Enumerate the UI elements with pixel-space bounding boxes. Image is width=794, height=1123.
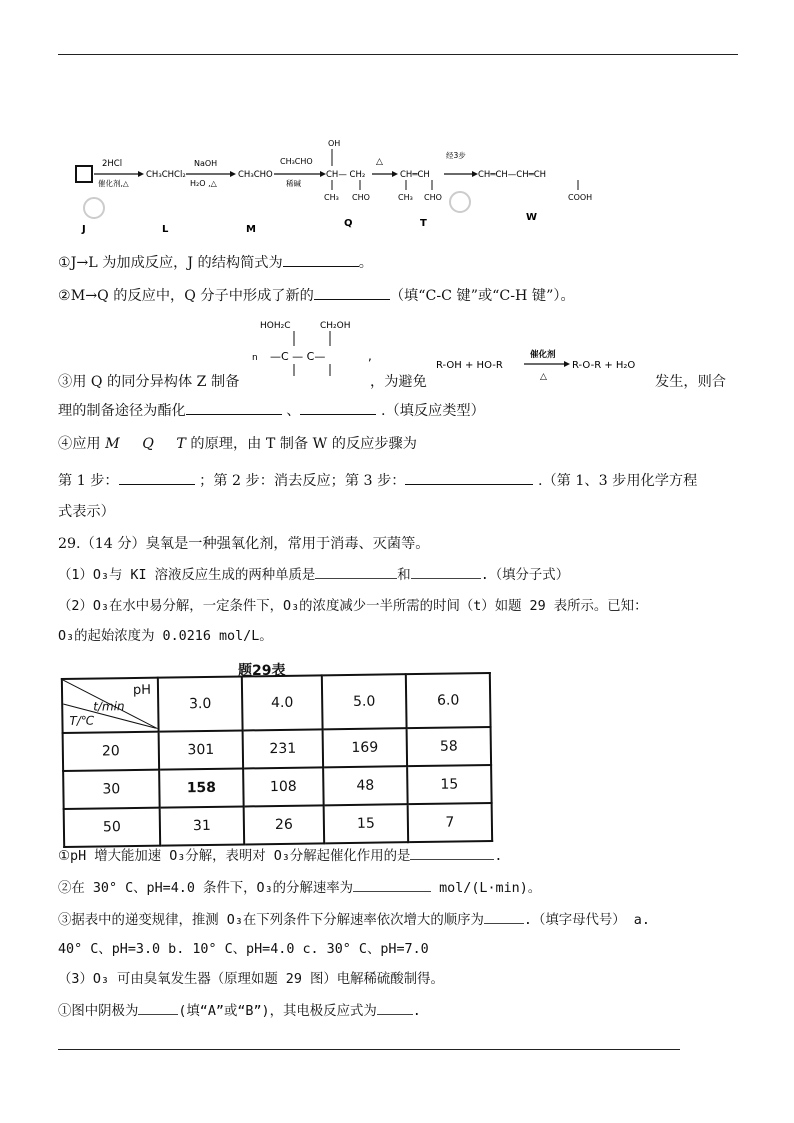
reagent-naoh: NaOH: [194, 159, 218, 168]
q28-line2: ②M→Q 的反应中，Q 分子中形成了新的 （填“C-C 键”或“C-H 键”）。: [58, 285, 575, 306]
table-row: [64, 803, 492, 847]
ether-catalyst: 催化剂: [530, 350, 556, 360]
answer-blank-reaction-2[interactable]: [300, 400, 376, 415]
label-j: J: [82, 224, 86, 235]
reagent-catalyst: 催化剂,△: [98, 179, 129, 188]
compound-q: CH— CH₂: [326, 170, 366, 180]
compound-l: CH₃CHCl₂: [146, 170, 186, 180]
temp-cell: 30: [63, 770, 160, 809]
ether-heat: △: [540, 372, 547, 382]
q29-sub3: ③据表中的递变规律，推测 O₃在下列条件下分解速率依次增大的顺序为 .（填字母代号） a.: [58, 910, 650, 931]
answer-blank-order[interactable]: [484, 910, 524, 924]
q-ch3: CH₃: [324, 193, 339, 202]
polymer-comma: ,: [368, 349, 372, 363]
reagent-ch3cho: CH₃CHO: [280, 157, 313, 166]
corner-time-label: t/min: [93, 699, 125, 714]
q28-line3-end: 发生，则合: [655, 374, 726, 390]
answer-blank-element-2[interactable]: [411, 565, 481, 579]
q29-part3: （3）O₃ 可由臭氧发生器（原理如题 29 图）电解稀硫酸制得。: [58, 972, 444, 987]
t-cho: CHO: [424, 193, 442, 202]
time-cell: 15: [324, 804, 409, 843]
q29-sub1: ①pH 增大能加速 O₃分解，表明对 O₃分解起催化作用的是 .: [58, 846, 502, 867]
answer-blank-reaction-1[interactable]: [186, 400, 282, 415]
reagent-dilute-base: 稀碱: [286, 179, 301, 188]
time-cell: 58: [407, 727, 492, 766]
label-l: L: [162, 224, 169, 235]
answer-blank-electrode-eq[interactable]: [377, 1001, 413, 1015]
heat-symbol: △: [376, 157, 383, 167]
q28-line5: ④应用 M Q T 的原理，由 T 制备 W 的反应步骤为: [58, 436, 417, 452]
q29-sub2: ②在 30° C、pH=4.0 条件下，O₃的分解速率为 mol/(L·min)。: [58, 878, 541, 899]
label-m: M: [246, 224, 256, 235]
label-q: Q: [344, 218, 353, 229]
ph-header: 3.0: [158, 676, 243, 731]
table-row: [63, 727, 491, 771]
corner-temp-label: T/℃: [69, 713, 95, 728]
time-cell: 108: [243, 767, 324, 806]
polymer-structure: [250, 316, 380, 384]
table-title: 题29表: [238, 663, 286, 679]
time-cell: 169: [323, 728, 408, 767]
q-cho: CHO: [352, 193, 370, 202]
polymer-right-sub: CH₂OH: [320, 321, 351, 331]
answer-blank-cathode[interactable]: [138, 1001, 178, 1015]
temp-cell: 20: [63, 732, 160, 771]
q28-line3: ③用 Q 的同分异构体 Z 制备: [58, 374, 240, 390]
reagent-three-steps: 经3步: [446, 151, 466, 160]
time-cell: 31: [160, 806, 245, 845]
label-w: W: [526, 212, 538, 223]
compound-m: CH₃CHO: [238, 170, 273, 180]
ether-lhs: R-OH + HO-R: [436, 360, 503, 371]
answer-blank-bond[interactable]: [314, 285, 390, 300]
time-cell: 158: [159, 768, 244, 807]
footer-rule: [58, 1049, 680, 1050]
q28-line3-mid: ，为避免: [370, 374, 427, 390]
reagent-h2o: H₂O ,△: [190, 179, 217, 188]
time-cell: 301: [159, 730, 244, 769]
answer-blank-j[interactable]: [283, 252, 359, 267]
t-ch3: CH₃: [398, 193, 413, 202]
watermark-logo-icon-2: [450, 192, 470, 212]
watermark-logo-icon: [84, 198, 104, 218]
j-placeholder-box: [76, 166, 92, 182]
ph-header: 5.0: [322, 674, 407, 729]
polymer-left-sub: HOH₂C: [260, 321, 291, 331]
ether-reaction: [432, 346, 662, 386]
label-t: T: [420, 218, 427, 229]
q28-line6: 第 1 步： ；第 2 步：消去反应；第 3 步： .（第 1、3 步用化学方程: [58, 470, 697, 491]
answer-blank-catalyst[interactable]: [410, 846, 494, 860]
q28-line4: 理的制备途径为酯化 、 .（填反应类型）: [58, 400, 485, 421]
reaction-scheme: [70, 128, 610, 238]
table-29: [61, 672, 493, 848]
w-cooh: COOH: [568, 193, 593, 202]
q29-intro: 29.（14 分）臭氧是一种强氧化剂，常用于消毒、灭菌等。: [58, 536, 430, 552]
answer-blank-step3[interactable]: [405, 470, 533, 485]
q29-part3-sub1: ①图中阴极为 (填“A”或“B”)，其电极反应式为 .: [58, 1001, 421, 1022]
corner-ph-label: pH: [132, 682, 152, 699]
temp-cell: 50: [64, 808, 161, 847]
q28-line1: ①J→L 为加成反应，J 的结构简式为 。: [58, 252, 373, 273]
answer-blank-element-1[interactable]: [315, 565, 397, 579]
q29-part1: （1）O₃与 KI 溶液反应生成的两种单质是 和 .（填分子式）: [58, 565, 569, 586]
q-oh: OH: [328, 139, 341, 148]
reagent-2hcl: 2HCl: [102, 159, 123, 169]
header-rule: [58, 54, 738, 55]
ether-rhs: R-O-R + H₂O: [572, 360, 636, 371]
ph-header: 6.0: [406, 673, 491, 728]
polymer-backbone: —C — C—: [270, 350, 326, 363]
q28-line7: 式表示）: [58, 504, 115, 520]
table-row: [63, 765, 491, 809]
time-cell: 26: [244, 805, 325, 844]
table-corner-cell: [62, 678, 159, 733]
polymer-n: n: [252, 353, 258, 363]
time-cell: 48: [323, 766, 408, 805]
time-cell: 15: [407, 765, 492, 804]
answer-blank-step1[interactable]: [119, 470, 195, 485]
q29-part2-a: （2）O₃在水中易分解，一定条件下，O₃的浓度减少一半所需的时间（t）如题 29 表所示。已知：: [58, 599, 648, 614]
q29-sub3-options: 40° C、pH=3.0 b. 10° C、pH=4.0 c. 30° C、pH=7.0: [58, 942, 429, 957]
compound-w: CH═CH—CH═CH: [478, 170, 547, 180]
answer-blank-rate[interactable]: [353, 878, 431, 892]
q29-part2-b: O₃的起始浓度为 0.0216 mol/L。: [58, 629, 273, 644]
compound-t: CH═CH: [400, 170, 430, 180]
time-cell: 231: [243, 729, 324, 768]
time-cell: 7: [408, 803, 493, 842]
ph-header: 4.0: [242, 675, 323, 730]
